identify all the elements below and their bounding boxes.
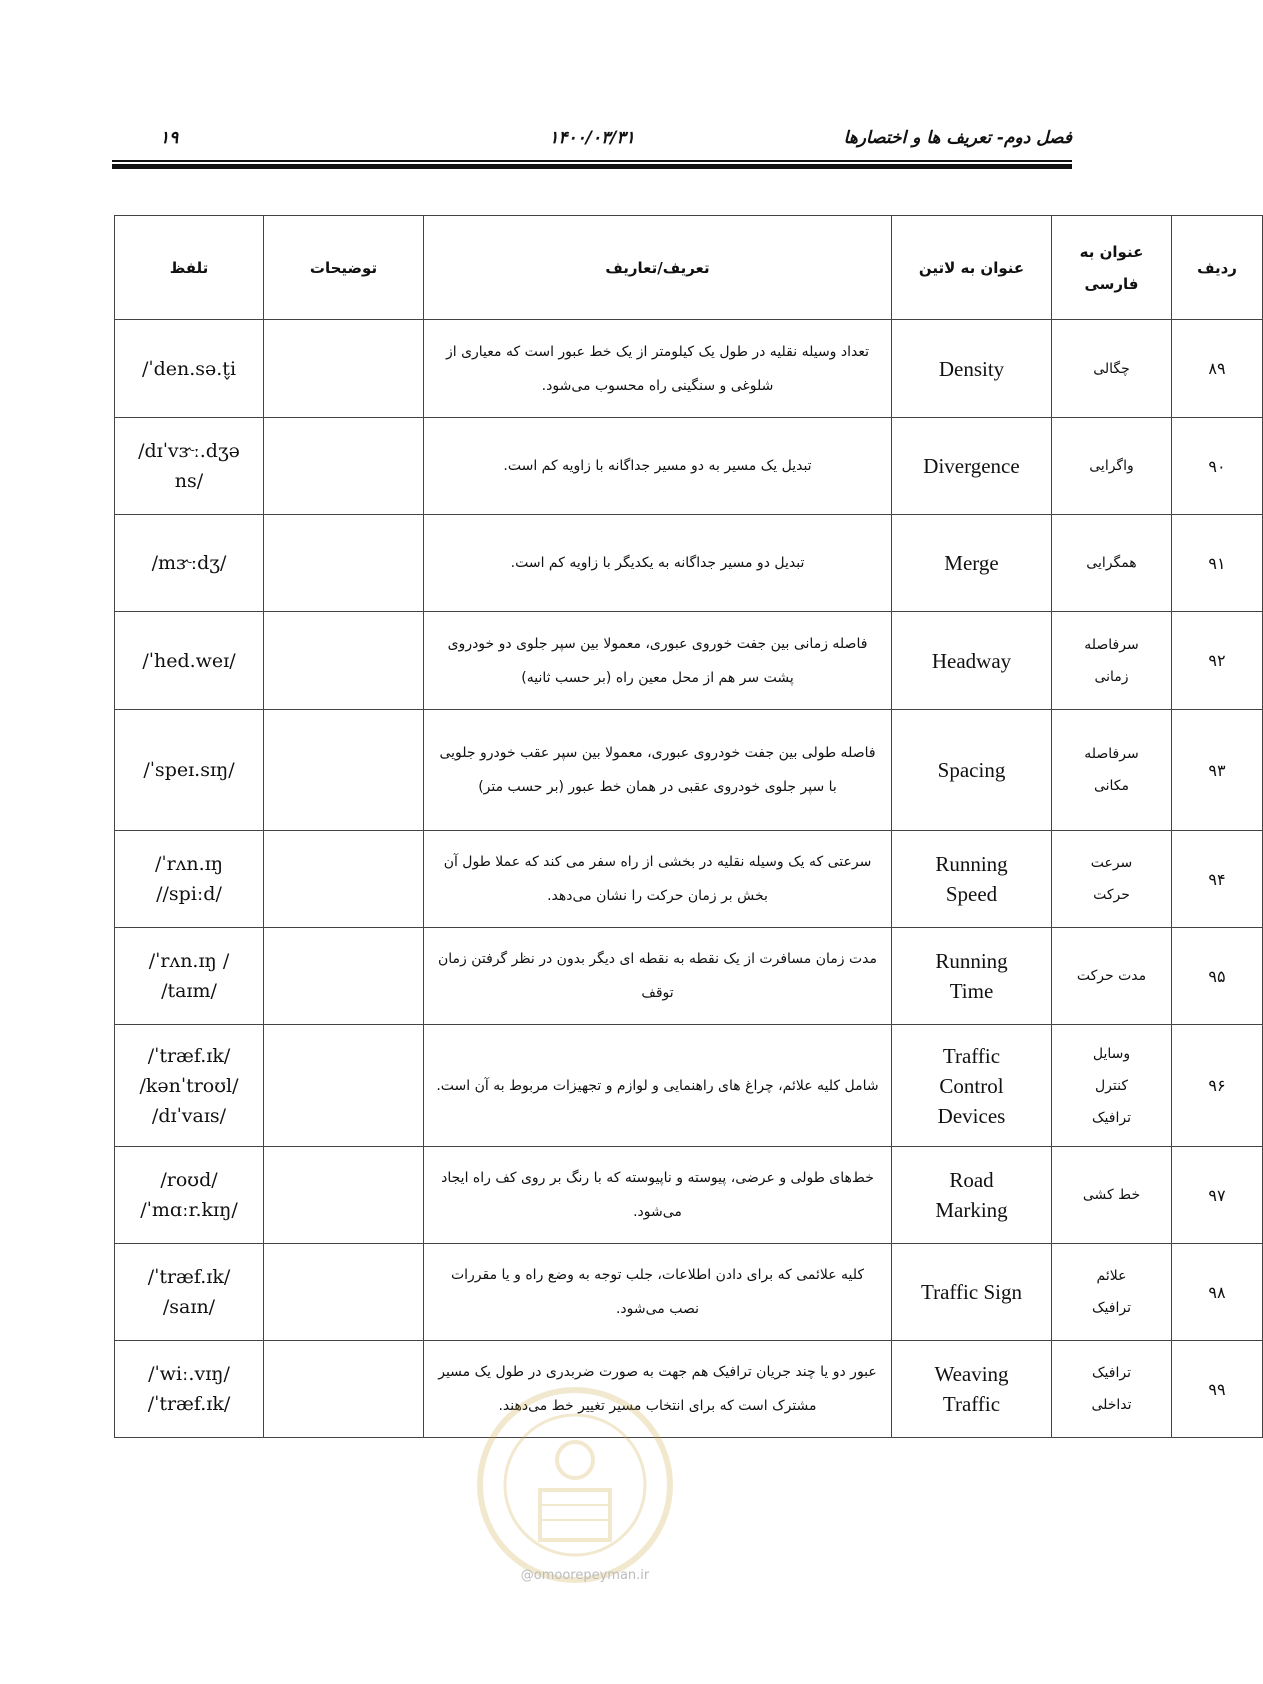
cell-pronunciation: /ˈtræf.ɪk/ /saɪn/ bbox=[115, 1244, 264, 1341]
cell-definition: عبور دو یا چند جریان ترافیک هم جهت به صورت ضربدری در طول یک مسیر مشترک است که برای انتخاب مسیر تغییر خط می‌دهند. bbox=[424, 1341, 892, 1438]
cell-latin-title: Traffic Sign bbox=[892, 1244, 1052, 1341]
cell-row-number: ۹۵ bbox=[1172, 928, 1263, 1025]
cell-definition: سرعتی که یک وسیله نقلیه در بخشی از راه سفر می کند که عملا طول آن بخش بر زمان حرکت را نشان می‌دهد. bbox=[424, 831, 892, 928]
cell-persian-title: ترافیک تداخلی bbox=[1052, 1341, 1172, 1438]
cell-latin-title: Headway bbox=[892, 612, 1052, 710]
cell-row-number: ۹۰ bbox=[1172, 418, 1263, 515]
header-rule-thick bbox=[112, 164, 1072, 169]
cell-definition: تبدیل یک مسیر به دو مسیر جداگانه با زاویه کم است. bbox=[424, 418, 892, 515]
watermark-site: @omoorepeyman.ir bbox=[520, 1568, 650, 1583]
cell-notes bbox=[264, 320, 424, 418]
table-row bbox=[115, 1147, 1263, 1244]
page-header bbox=[112, 128, 1072, 152]
cell-pronunciation: /dɪˈvɝː.dʒə ns/ bbox=[115, 418, 264, 515]
cell-definition: فاصله زمانی بین جفت خوروی عبوری، معمولا بین سپر جلوی دو خودروی پشت سر هم از محل معین راه (بر حسب ثانیه) bbox=[424, 612, 892, 710]
cell-row-number: ۹۸ bbox=[1172, 1244, 1263, 1341]
cell-pronunciation: /mɝːdʒ/ bbox=[115, 515, 264, 612]
cell-persian-title: چگالی bbox=[1052, 320, 1172, 418]
cell-notes bbox=[264, 1147, 424, 1244]
document-date: ۱۴۰۰/۰۳/۳۱ bbox=[549, 128, 635, 148]
cell-notes bbox=[264, 418, 424, 515]
cell-notes bbox=[264, 515, 424, 612]
cell-definition: خط‌های طولی و عرضی، پیوسته و ناپیوسته که با رنگ بر روی کف راه ایجاد می‌شود. bbox=[424, 1147, 892, 1244]
table-row bbox=[115, 1244, 1263, 1341]
cell-latin-title: Traffic Control Devices bbox=[892, 1025, 1052, 1147]
cell-latin-title: Divergence bbox=[892, 418, 1052, 515]
header-pronunciation: تلفظ bbox=[115, 216, 264, 320]
page-number: ۱۹ bbox=[160, 128, 179, 148]
cell-persian-title: سرفاصله زمانی bbox=[1052, 612, 1172, 710]
cell-notes bbox=[264, 710, 424, 831]
cell-persian-title: سرعت حرکت bbox=[1052, 831, 1172, 928]
chapter-title: فصل دوم- تعریف ها و اختصارها bbox=[843, 128, 1072, 148]
table-row bbox=[115, 710, 1263, 831]
cell-pronunciation: /ˈrʌn.ɪŋ / /taɪm/ bbox=[115, 928, 264, 1025]
table-row bbox=[115, 612, 1263, 710]
cell-definition: شامل کلیه علائم، چراغ های راهنمایی و لوازم و تجهیزات مربوط به آن است. bbox=[424, 1025, 892, 1147]
cell-row-number: ۹۱ bbox=[1172, 515, 1263, 612]
cell-pronunciation: /ˈwiː.vɪŋ/ /ˈtræf.ɪk/ bbox=[115, 1341, 264, 1438]
cell-persian-title: همگرایی bbox=[1052, 515, 1172, 612]
cell-pronunciation: /ˈtræf.ɪk/ /kənˈtroʊl/ /dɪˈvaɪs/ bbox=[115, 1025, 264, 1147]
header-definition: تعریف/تعاریف bbox=[424, 216, 892, 320]
table-row bbox=[115, 928, 1263, 1025]
cell-pronunciation: /ˈden.sə.t̬i bbox=[115, 320, 264, 418]
cell-row-number: ۹۳ bbox=[1172, 710, 1263, 831]
cell-latin-title: Merge bbox=[892, 515, 1052, 612]
cell-latin-title: Road Marking bbox=[892, 1147, 1052, 1244]
cell-latin-title: Running Speed bbox=[892, 831, 1052, 928]
cell-notes bbox=[264, 928, 424, 1025]
cell-row-number: ۹۲ bbox=[1172, 612, 1263, 710]
cell-definition: تبدیل دو مسیر جداگانه به یکدیگر با زاویه کم است. bbox=[424, 515, 892, 612]
table-row bbox=[115, 418, 1263, 515]
cell-pronunciation: /roʊd/ /ˈmɑːr.kɪŋ/ bbox=[115, 1147, 264, 1244]
cell-notes bbox=[264, 612, 424, 710]
cell-persian-title: خط کشی bbox=[1052, 1147, 1172, 1244]
cell-notes bbox=[264, 1244, 424, 1341]
cell-latin-title: Density bbox=[892, 320, 1052, 418]
cell-row-number: ۹۶ bbox=[1172, 1025, 1263, 1147]
cell-row-number: ۹۹ bbox=[1172, 1341, 1263, 1438]
cell-row-number: ۸۹ bbox=[1172, 320, 1263, 418]
cell-notes bbox=[264, 1025, 424, 1147]
cell-definition: فاصله طولی بین جفت خودروی عبوری، معمولا بین سپر عقب خودرو جلویی با سپر جلوی خودروی عقبی در همان خط عبور (بر حسب متر) bbox=[424, 710, 892, 831]
cell-persian-title: سرفاصله مکانی bbox=[1052, 710, 1172, 831]
definitions-table bbox=[114, 215, 1263, 1438]
cell-pronunciation: /ˈrʌn.ɪŋ //spiːd/ bbox=[115, 831, 264, 928]
cell-latin-title: Weaving Traffic bbox=[892, 1341, 1052, 1438]
header-latin-title: عنوان به لاتین bbox=[892, 216, 1052, 320]
cell-persian-title: مدت حرکت bbox=[1052, 928, 1172, 1025]
table-row bbox=[115, 831, 1263, 928]
cell-row-number: ۹۷ bbox=[1172, 1147, 1263, 1244]
table-row bbox=[115, 1341, 1263, 1438]
header-row-number: ردیف bbox=[1172, 216, 1263, 320]
table-row bbox=[115, 515, 1263, 612]
header-rule-thin bbox=[112, 160, 1072, 162]
header-notes: توضیحات bbox=[264, 216, 424, 320]
cell-latin-title: Running Time bbox=[892, 928, 1052, 1025]
cell-definition: کلیه علائمی که برای دادن اطلاعات، جلب توجه به وضع راه و یا مقررات نصب می‌شود. bbox=[424, 1244, 892, 1341]
cell-latin-title: Spacing bbox=[892, 710, 1052, 831]
cell-row-number: ۹۴ bbox=[1172, 831, 1263, 928]
cell-persian-title: علائم ترافیک bbox=[1052, 1244, 1172, 1341]
cell-persian-title: واگرایی bbox=[1052, 418, 1172, 515]
cell-pronunciation: /ˈspeɪ.sɪŋ/ bbox=[115, 710, 264, 831]
cell-notes bbox=[264, 1341, 424, 1438]
cell-persian-title: وسایل کنترل ترافیک bbox=[1052, 1025, 1172, 1147]
table-header-row bbox=[115, 216, 1263, 320]
header-persian-title: عنوان به فارسی bbox=[1052, 216, 1172, 320]
cell-notes bbox=[264, 831, 424, 928]
cell-definition: تعداد وسیله نقلیه در طول یک کیلومتر از یک خط عبور است که معیاری از شلوغی و سنگینی راه محسوب می‌شود. bbox=[424, 320, 892, 418]
table-row bbox=[115, 320, 1263, 418]
table-row bbox=[115, 1025, 1263, 1147]
cell-pronunciation: /ˈhed.weɪ/ bbox=[115, 612, 264, 710]
cell-definition: مدت زمان مسافرت از یک نقطه به نقطه ای دیگر بدون در نظر گرفتن زمان توقف bbox=[424, 928, 892, 1025]
